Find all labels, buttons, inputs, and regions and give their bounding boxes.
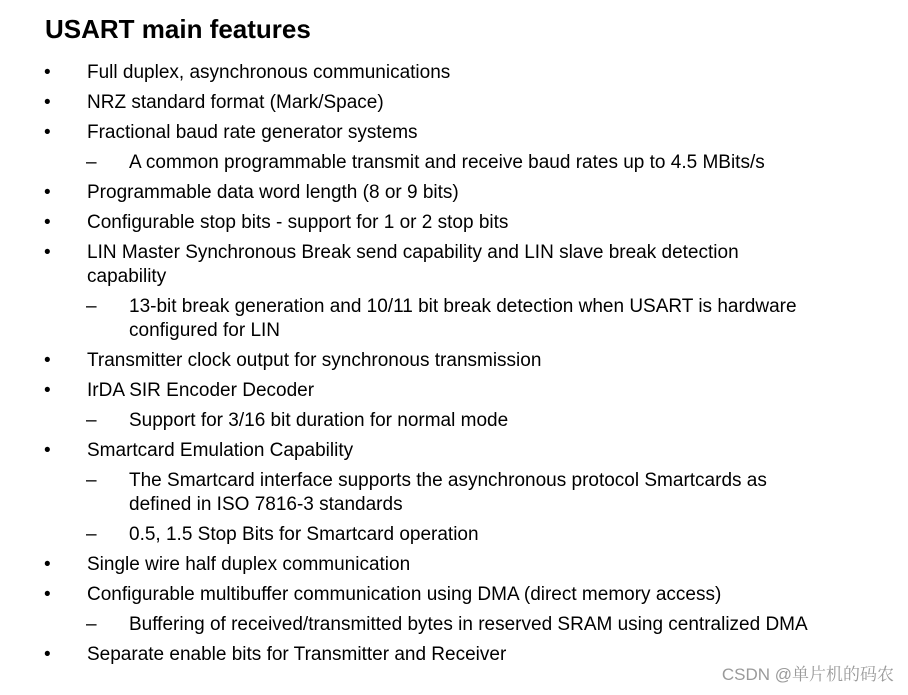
bullet-marker: • [44, 212, 51, 233]
bullet-marker: • [44, 644, 51, 665]
list-item: Configurable multibuffer communication using DMA (direct memory access) [87, 584, 722, 605]
sub-list-item: The Smartcard interface supports the asynchronous protocol Smartcards as defined in ISO 7816-3 standards [129, 470, 767, 515]
list-item: IrDA SIR Encoder Decoder [87, 380, 315, 401]
sub-list-item: 0.5, 1.5 Stop Bits for Smartcard operation [129, 524, 479, 545]
list-item: Smartcard Emulation Capability [87, 440, 354, 461]
dash-marker: – [86, 296, 97, 317]
bullet-marker: • [44, 122, 51, 143]
list-item: NRZ standard format (Mark/Space) [87, 92, 384, 113]
list-item: Transmitter clock output for synchronous transmission [87, 350, 542, 371]
dash-marker: – [86, 614, 97, 635]
dash-marker: – [86, 524, 97, 545]
bullet-marker: • [44, 92, 51, 113]
bullet-marker: • [44, 350, 51, 371]
bullet-marker: • [44, 584, 51, 605]
list-item: Fractional baud rate generator systems [87, 122, 418, 143]
list-item: Separate enable bits for Transmitter and Receiver [87, 644, 507, 665]
bullet-marker: • [44, 380, 51, 401]
list-item: Single wire half duplex communication [87, 554, 411, 575]
sub-list-item: Buffering of received/transmitted bytes in reserved SRAM using centralized DMA [129, 614, 808, 635]
list-item: Configurable stop bits - support for 1 or 2 stop bits [87, 212, 509, 233]
dash-marker: – [86, 152, 97, 173]
bullet-marker: • [44, 182, 51, 203]
list-item: LIN Master Synchronous Break send capability and LIN slave break detection capability [87, 242, 739, 287]
sub-list-item: A common programmable transmit and receive baud rates up to 4.5 MBits/s [129, 152, 765, 173]
dash-marker: – [86, 470, 97, 491]
bullet-marker: • [44, 242, 51, 263]
watermark: CSDN @单片机的码农 [721, 665, 894, 684]
sub-list-item: Support for 3/16 bit duration for normal mode [129, 410, 509, 431]
list-item: Full duplex, asynchronous communications [87, 62, 451, 83]
sub-list-item: 13-bit break generation and 10/11 bit break detection when USART is hardware configured for LIN [129, 296, 797, 341]
bullet-marker: • [44, 62, 51, 83]
dash-marker: – [86, 410, 97, 431]
list-item: Programmable data word length (8 or 9 bits) [87, 182, 459, 203]
bullet-marker: • [44, 440, 51, 461]
bullet-marker: • [44, 554, 51, 575]
page-title: USART main features [45, 14, 311, 44]
